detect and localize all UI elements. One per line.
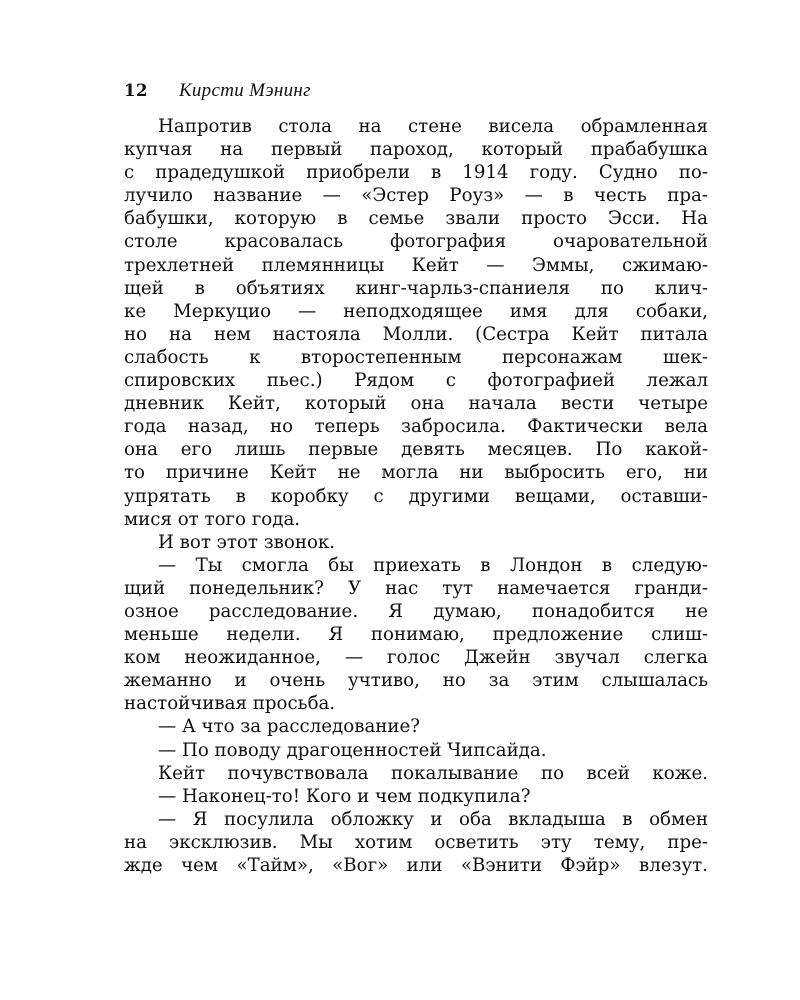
text-line: жде чем «Тайм», «Вог» или «Вэнити Фэйр» влезут.	[124, 855, 708, 876]
text-line: жеманно и очень учтиво, но за этим слышалась	[124, 670, 708, 692]
text-line: щей в объятиях кинг-чарльз-спаниеля по клич-	[124, 277, 708, 299]
page-number: 12	[124, 81, 148, 100]
text-line: года назад, но теперь забросила. Фактически вела	[124, 416, 708, 438]
text-line: меньше недели. Я понимаю, предложение слиш-	[124, 624, 708, 646]
text-line: но на нем настояла Молли. (Сестра Кейт питала	[124, 323, 708, 345]
text-line: на эксклюзив. Мы хотим осветить эту тему, пре-	[124, 831, 708, 853]
text-line: столе красовалась фотография очаровательной	[124, 231, 708, 253]
text-line: бабушки, которую в семье звали просто Эсси. На	[124, 208, 708, 230]
text-line: озное расследование. Я думаю, понадобится не	[124, 600, 708, 622]
text-line: — Я посулила обложку и оба вкладыша в обмен	[158, 808, 708, 830]
text-line: с прадедушкой приобрели в 1914 году. Судно по-	[124, 162, 708, 184]
text-line: ком неожиданное, — голос Джейн звучал слегка	[124, 647, 708, 669]
running-header	[124, 80, 708, 102]
text-line: — Наконец-то! Кого и чем подкупила?	[158, 785, 531, 807]
text-line: купчая на первый пароход, который прабабушка	[124, 139, 708, 161]
text-line: то причине Кейт не могла ни выбросить его, ни	[124, 462, 708, 484]
text-line: — По поводу драгоценностей Чипсайда.	[158, 739, 547, 761]
text-line: Кейт почувствовала покалывание по всей коже.	[158, 762, 708, 784]
text-line: И вот этот звонок.	[158, 531, 336, 553]
text-line: — Ты смогла бы приехать в Лондон в следую-	[158, 554, 708, 576]
text-line: слабость к второстепенным персонажам шек-	[124, 346, 708, 368]
body-text	[124, 115, 708, 877]
text-line: — А что за расследование?	[158, 716, 421, 738]
text-line: спировских пьес.) Рядом с фотографией лежал	[124, 370, 708, 392]
text-line: мися от того года.	[124, 508, 301, 530]
text-line: щий понедельник? У нас тут намечается гранди-	[124, 577, 708, 599]
text-line: трехлетней племянницы Кейт — Эммы, сжимаю-	[124, 254, 708, 276]
text-line: она его лишь первые девять месяцев. По какой-	[124, 439, 708, 461]
text-line: Напротив стола на стене висела обрамленная	[158, 116, 708, 137]
running-title: Кирсти Мэнинг	[178, 80, 311, 101]
text-line: ке Меркуцио — неподходящее имя для собаки,	[124, 300, 708, 322]
text-line: дневник Кейт, который она начала вести четыре	[124, 393, 708, 415]
text-line: лучило название — «Эстер Роуз» — в честь пра-	[124, 185, 708, 207]
text-line: настойчивая просьба.	[124, 693, 336, 715]
text-line: упрятать в коробку с другими вещами, оставши-	[124, 485, 708, 507]
